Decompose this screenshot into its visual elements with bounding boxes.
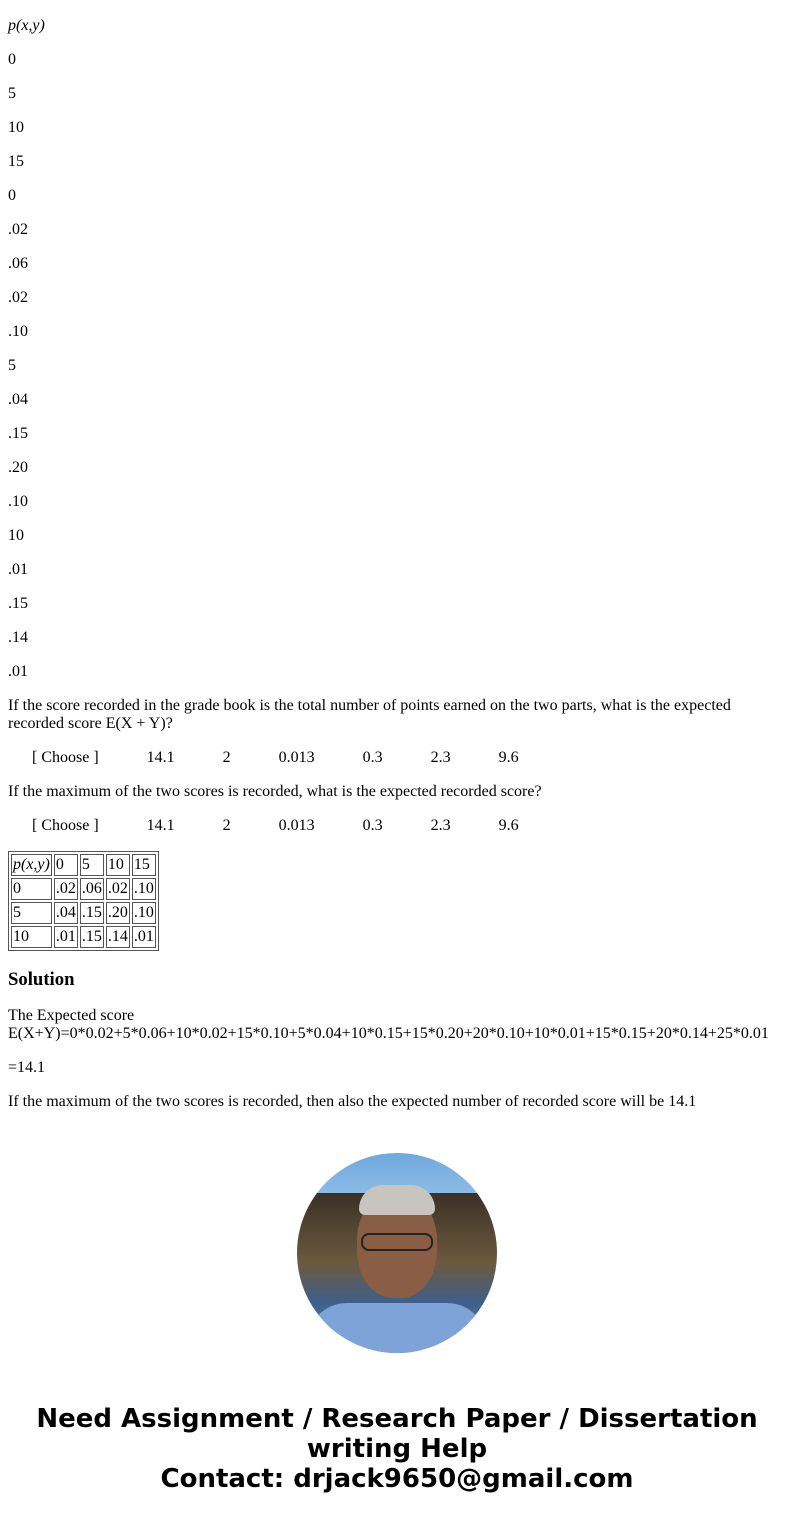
answer-option[interactable]: 0.3 bbox=[362, 817, 383, 834]
solution-text: The Expected score E(X+Y)=0*0.02+5*0.06+10*0.02+15*0.10+5*0.04+10*0.15+15*0.20+20*0.10+10*0.01+15*0.15+20*0.14+25*0.01 bbox=[8, 1007, 769, 1042]
table-cell: 0 bbox=[11, 878, 52, 900]
table-cell: .14 bbox=[106, 926, 130, 948]
table-cell: .01 bbox=[132, 926, 156, 948]
table-value: 0 bbox=[8, 51, 16, 68]
solution-heading: Solution bbox=[8, 969, 75, 990]
question-1: If the score recorded in the grade book is the total number of points earned on the two parts, what is the expected recorded score E(X + Y)? bbox=[8, 697, 731, 732]
answer-option[interactable]: 2.3 bbox=[430, 817, 451, 834]
table-value: 10 bbox=[8, 119, 24, 136]
answer-select-2[interactable] bbox=[32, 817, 786, 835]
solution-result: =14.1 bbox=[8, 1059, 46, 1076]
answer-option[interactable]: [ Choose ] bbox=[32, 749, 99, 766]
answer-option[interactable]: 2 bbox=[222, 749, 231, 766]
flattened-table-values bbox=[8, 51, 786, 681]
table-value: .14 bbox=[8, 629, 28, 646]
promo-text: Need Assignment / Research Paper / Dissertation writing Help bbox=[36, 1404, 758, 1464]
table-row bbox=[11, 902, 156, 924]
table-value: .10 bbox=[8, 493, 28, 510]
table-header-label: p(x,y) bbox=[8, 17, 45, 34]
table-cell: .15 bbox=[80, 902, 104, 924]
table-value: 15 bbox=[8, 153, 24, 170]
table-value: .06 bbox=[8, 255, 28, 272]
table-value: .04 bbox=[8, 391, 28, 408]
answer-option[interactable]: 14.1 bbox=[146, 749, 175, 766]
table-cell: p(x,y) bbox=[11, 854, 52, 876]
table-cell: .01 bbox=[54, 926, 78, 948]
answer-option[interactable]: 2 bbox=[222, 817, 231, 834]
answer-select-1[interactable] bbox=[32, 749, 786, 767]
answer-option[interactable]: 14.1 bbox=[146, 817, 175, 834]
answer-option[interactable]: 2.3 bbox=[430, 749, 451, 766]
table-value: .01 bbox=[8, 663, 28, 680]
table-value: 10 bbox=[8, 527, 24, 544]
table-value: .20 bbox=[8, 459, 28, 476]
table-cell: .20 bbox=[106, 902, 130, 924]
table-cell: .02 bbox=[54, 878, 78, 900]
promo-footer bbox=[0, 1404, 794, 1494]
table-cell: 5 bbox=[11, 902, 52, 924]
table-cell: 0 bbox=[54, 854, 78, 876]
answer-option[interactable]: 9.6 bbox=[498, 817, 519, 834]
answer-option[interactable]: [ Choose ] bbox=[32, 817, 99, 834]
answer-option[interactable]: 0.013 bbox=[278, 749, 315, 766]
answer-option[interactable]: 0.013 bbox=[278, 817, 315, 834]
probability-table bbox=[8, 851, 159, 951]
author-photo bbox=[297, 1153, 497, 1353]
answer-option[interactable]: 0.3 bbox=[362, 749, 383, 766]
contact-email: Contact: drjack9650@gmail.com bbox=[160, 1464, 634, 1494]
table-cell: 15 bbox=[132, 854, 156, 876]
table-value: 0 bbox=[8, 187, 16, 204]
question-2: If the maximum of the two scores is recorded, what is the expected recorded score? bbox=[8, 783, 542, 800]
table-value: 5 bbox=[8, 357, 16, 374]
solution-conclusion: If the maximum of the two scores is recorded, then also the expected number of recorded score will be 14.1 bbox=[8, 1093, 697, 1110]
table-value: .15 bbox=[8, 425, 28, 442]
table-cell: .15 bbox=[80, 926, 104, 948]
table-cell: 5 bbox=[80, 854, 104, 876]
table-cell: .10 bbox=[132, 902, 156, 924]
table-value: .01 bbox=[8, 561, 28, 578]
table-value: .02 bbox=[8, 289, 28, 306]
table-value: .02 bbox=[8, 221, 28, 238]
table-cell: .06 bbox=[80, 878, 104, 900]
table-row bbox=[11, 926, 156, 948]
answer-option[interactable]: 9.6 bbox=[498, 749, 519, 766]
table-value: .15 bbox=[8, 595, 28, 612]
table-value: 5 bbox=[8, 85, 16, 102]
table-row bbox=[11, 878, 156, 900]
table-cell: .04 bbox=[54, 902, 78, 924]
table-cell: 10 bbox=[11, 926, 52, 948]
table-cell: .02 bbox=[106, 878, 130, 900]
table-value: .10 bbox=[8, 323, 28, 340]
table-cell: .10 bbox=[132, 878, 156, 900]
table-cell: 10 bbox=[106, 854, 130, 876]
